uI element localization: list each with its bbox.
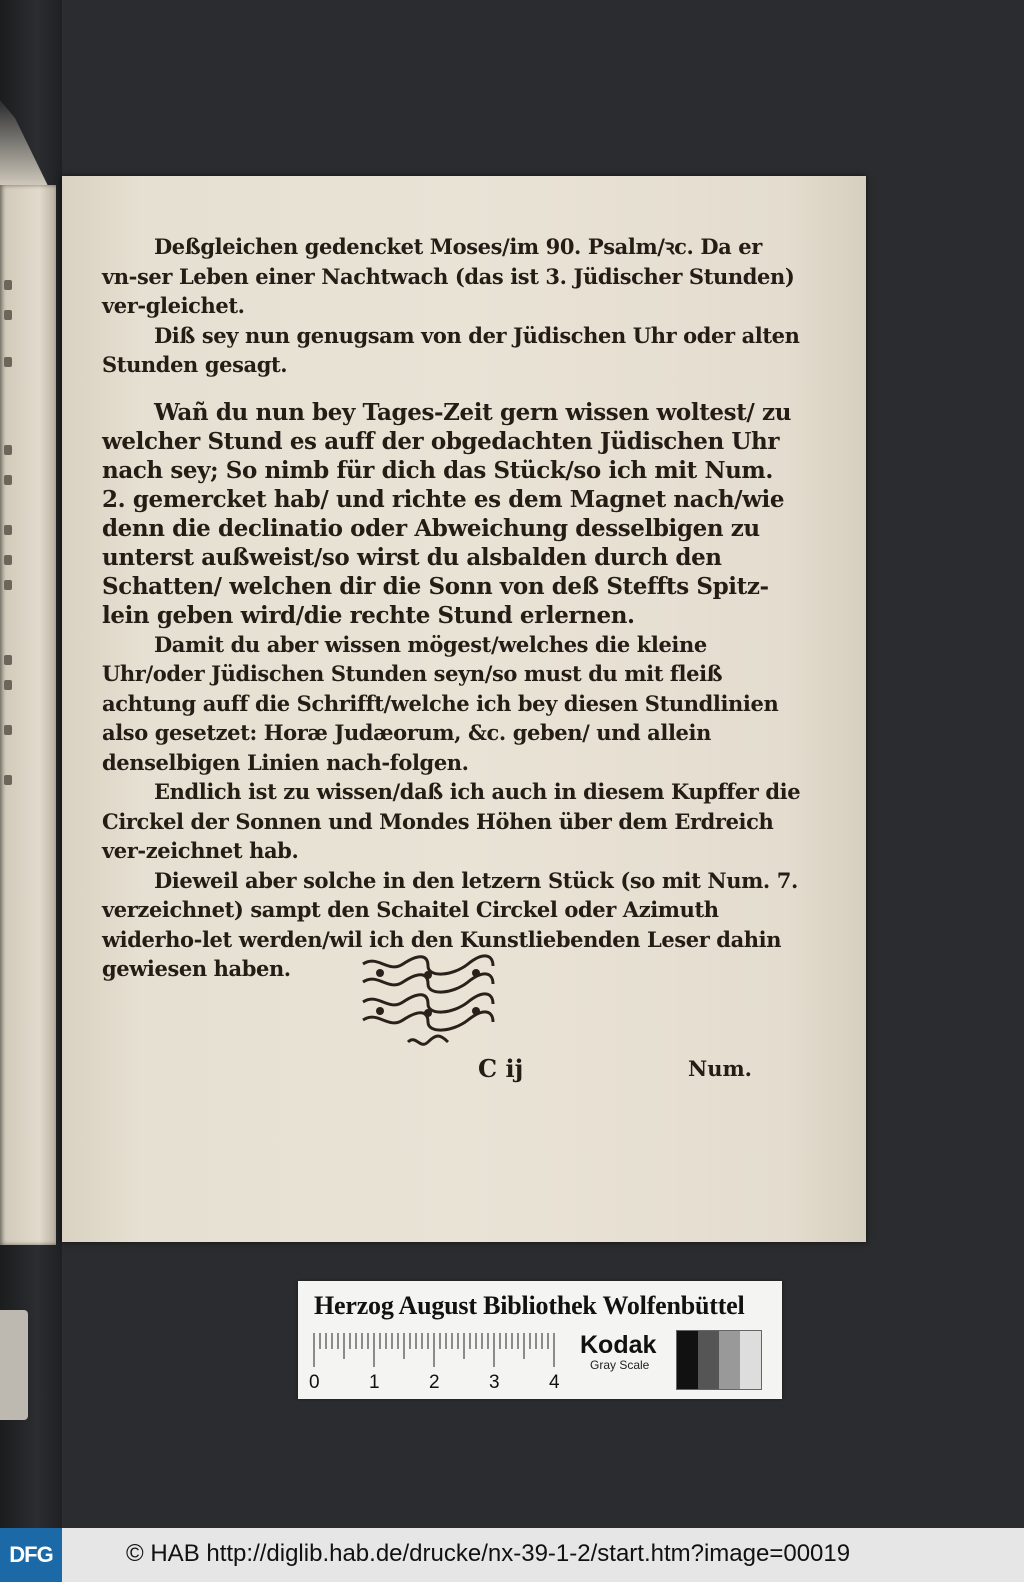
gray-scale-swatches <box>676 1330 762 1390</box>
adjacent-label-card <box>0 1310 28 1420</box>
paragraph-5: Endlich ist zu wissen/daß ich auch in diesem Kupffer die Circkel der Sonnen und Mondes Höhen über dem Erdreich ver-zeichnet hab. <box>102 779 801 863</box>
library-color-card <box>298 1281 782 1399</box>
ruler-number: 2 <box>429 1372 440 1393</box>
scale-ruler <box>309 1331 560 1393</box>
printers-ornament <box>358 954 498 1034</box>
paragraph-6: Dieweil aber solche in den letzern Stück (so mit Num. 7. verzeichnet) sampt den Schaitel Circkel oder Azimuth widerho-let werden/wil ich den Kunstliebenden Leser dahin gewiesen haben. <box>102 867 798 981</box>
catchword: Num. <box>688 1056 752 1081</box>
signature-mark: C ij <box>478 1054 524 1083</box>
previous-page-edge <box>0 185 56 1245</box>
paragraph-4: Damit du aber wissen mögest/welches die kleine Uhr/oder Jüdischen Stunden seyn/so must du mit fleiß achtung auff die Schrifft/welche ich bey diesen Stundlinien also gesetzet: Horæ Judæorum, &c. geben/ und allein denselbigen Linien nach-folgen. <box>102 631 779 775</box>
book-page <box>62 176 866 1242</box>
ruler-number: 1 <box>369 1372 380 1393</box>
footer-credit[interactable]: © HAB http://diglib.hab.de/drucke/nx-39-1-2/start.htm?image=00019 <box>126 1540 851 1567</box>
footer-bar <box>0 1528 1024 1582</box>
page-text <box>102 232 802 984</box>
ruler-number: 0 <box>309 1372 320 1393</box>
kodak-logo: Kodak <box>580 1331 657 1359</box>
small-ornament <box>406 1034 450 1050</box>
paragraph-1: Deßgleichen gedencket Moses/im 90. Psalm/ꝛc. Da er vn-ser Leben einer Nachtwach (das ist 3. Jüdischer Stunden) ver-gleichet. <box>102 234 795 318</box>
paragraph-2: Diß sey nun genugsam von der Jüdischen Uhr oder alten Stunden gesagt. <box>102 322 800 377</box>
paragraph-3: Wañ du nun bey Tages-Zeit gern wissen woltest/ zu welcher Stund es auff der obgedachten Jüdischen Uhr nach sey; So nimb für dich das Stück/so ich mit Num. 2. gemercket hab/ und richte es dem Magnet nach/wie denn die declinatio oder Abweichung desselbigen zu unterst außweist/so wirst du alsbalden durch den Schatten/ welchen dir die Sonn von deß Steffts Spitz-lein geben wird/die rechte Stund erlernen. <box>102 398 792 629</box>
ruler-number: 4 <box>549 1372 560 1393</box>
library-name: Herzog August Bibliothek Wolfenbüttel <box>314 1291 745 1320</box>
gray-scale-label: Gray Scale <box>590 1358 650 1372</box>
ruler-number: 3 <box>489 1372 500 1393</box>
dfg-logo: DFG <box>0 1528 62 1582</box>
